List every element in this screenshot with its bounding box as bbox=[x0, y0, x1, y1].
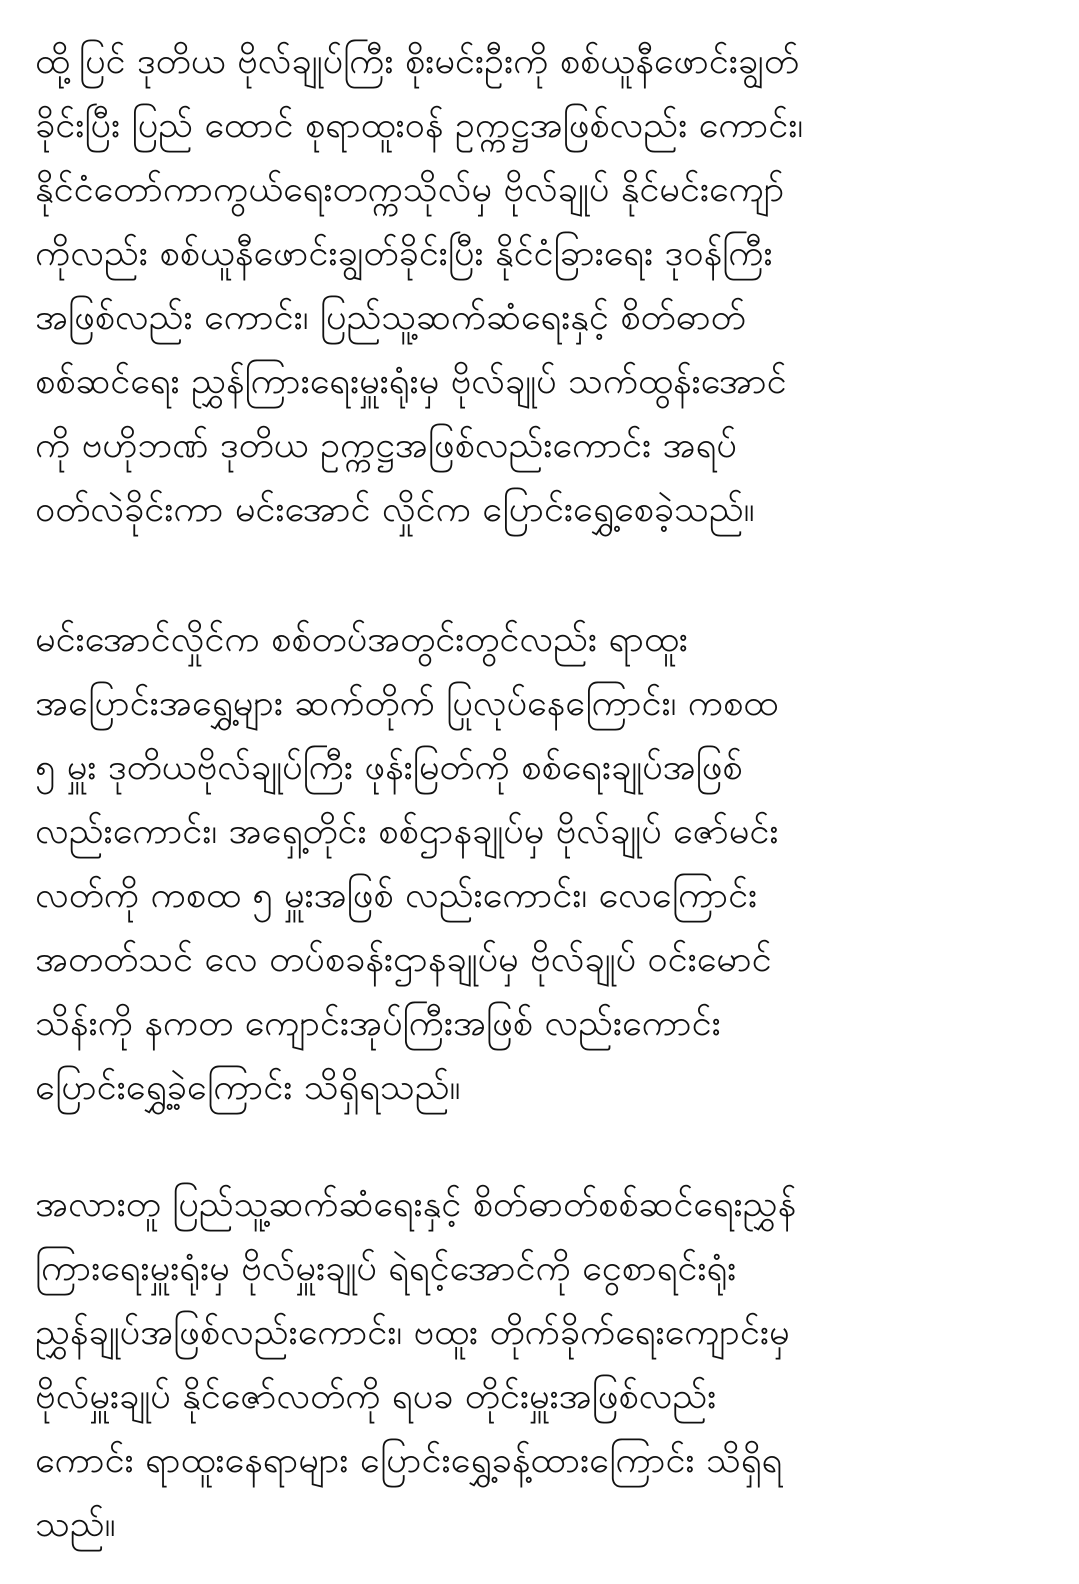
paragraph-line: သည်။ bbox=[35, 1504, 116, 1545]
paragraph-line: ထို့ပြင် ဒုတိယ ဗိုလ်ချုပ်ကြီး စိုးမင်းဦးကို စစ်ယူနီဖောင်းချွတ် bbox=[35, 41, 799, 82]
paragraph-line: ဝတ်လဲခိုင်းကာ မင်းအောင် လှိုင်က ပြောင်းရွှေ့စေခဲ့သည်။ bbox=[35, 489, 755, 530]
paragraph-line: ညွှန်ချုပ်အဖြစ်လည်းကောင်း၊ ဗထူး တိုက်ခိုက်ရေးကျောင်းမှ bbox=[35, 1312, 790, 1353]
paragraph-line: အလားတူ ပြည်သူ့ဆက်ဆံရေးနှင့် စိတ်ဓာတ်စစ်ဆင်ရေးညွှန် bbox=[35, 1184, 797, 1225]
paragraph-line: ၅ မှူး ဒုတိယဗိုလ်ချုပ်ကြီး ဖုန်းမြတ်ကို စစ်ရေးချုပ်အဖြစ် bbox=[35, 747, 743, 788]
paragraph-line: ခိုင်းပြီး ပြည် ထောင် စုရာထူးဝန် ဥက္ကဋ္ဌအဖြစ်လည်း ကောင်း၊ bbox=[35, 105, 804, 146]
paragraph-line: စစ်ဆင်ရေး ညွှန်ကြားရေးမှူးရုံးမှ ဗိုလ်ချုပ် သက်ထွန်းအောင် bbox=[35, 361, 787, 402]
paragraph-line: ကြားရေးမှူးရုံးမှ ဗိုလ်မှူးချုပ် ရဲရင့်အောင်ကို ငွေစာရင်းရုံး bbox=[35, 1248, 737, 1289]
paragraph-line: လတ်ကို ကစထ ၅ မှူးအဖြစ် လည်းကောင်း၊ လေကြောင်း bbox=[35, 875, 758, 916]
paragraph-line: ကို ဗဟိုဘဏ် ဒုတိယ ဥက္ကဋ္ဌအဖြစ်လည်းကောင်း အရပ် bbox=[35, 425, 737, 466]
paragraph-line: ကောင်း ရာထူးနေရာများ ပြောင်းရွှေ့ခန့်ထားကြောင်း သိရှိရ bbox=[35, 1440, 783, 1481]
paragraph-3 bbox=[35, 1173, 1055, 1557]
paragraph-2 bbox=[35, 608, 1055, 1120]
paragraph-line: လည်းကောင်း၊ အရှေ့တိုင်း စစ်ဌာနချုပ်မှ ဗိုလ်ချုပ် ဇော်မင်း bbox=[35, 811, 779, 852]
paragraph-line: အဖြစ်လည်း ကောင်း၊ ပြည်သူ့ဆက်ဆံရေးနှင့် စိတ်ဓာတ် bbox=[35, 297, 746, 338]
paragraph-line: မင်းအောင်လှိုင်က စစ်တပ်အတွင်းတွင်လည်း ရာထူး bbox=[35, 619, 688, 660]
paragraph-line: သိန်းကို နကတ ကျောင်းအုပ်ကြီးအဖြစ် လည်းကောင်း bbox=[35, 1003, 721, 1044]
paragraph-line: ဗိုလ်မှူးချုပ် နိုင်ဇော်လတ်ကို ရပခ တိုင်းမှူးအဖြစ်လည်း bbox=[35, 1376, 717, 1417]
paragraph-line: ကိုလည်း စစ်ယူနီဖောင်းချွတ်ခိုင်းပြီး နိုင်ငံခြားရေး ဒုဝန်ကြီး bbox=[35, 233, 773, 274]
paragraph-line: အတတ်သင် လေ တပ်စခန်းဌာနချုပ်မှ ဗိုလ်ချုပ် ဝင်းမောင် bbox=[35, 939, 772, 980]
paragraph-line: အပြောင်းအရွှေ့များ ဆက်တိုက် ပြုလုပ်နေကြောင်း၊ ကစထ bbox=[35, 683, 779, 724]
paragraph-line: နိုင်ငံတော်ကာကွယ်ရေးတက္ကသိုလ်မှ ဗိုလ်ချုပ် နိုင်မင်းကျော် bbox=[35, 169, 785, 210]
paragraph-line: ပြောင်းရွှေ့ခဲ့ကြောင်း သိရှိရသည်။ bbox=[35, 1067, 461, 1108]
paragraph-1 bbox=[35, 30, 1055, 542]
